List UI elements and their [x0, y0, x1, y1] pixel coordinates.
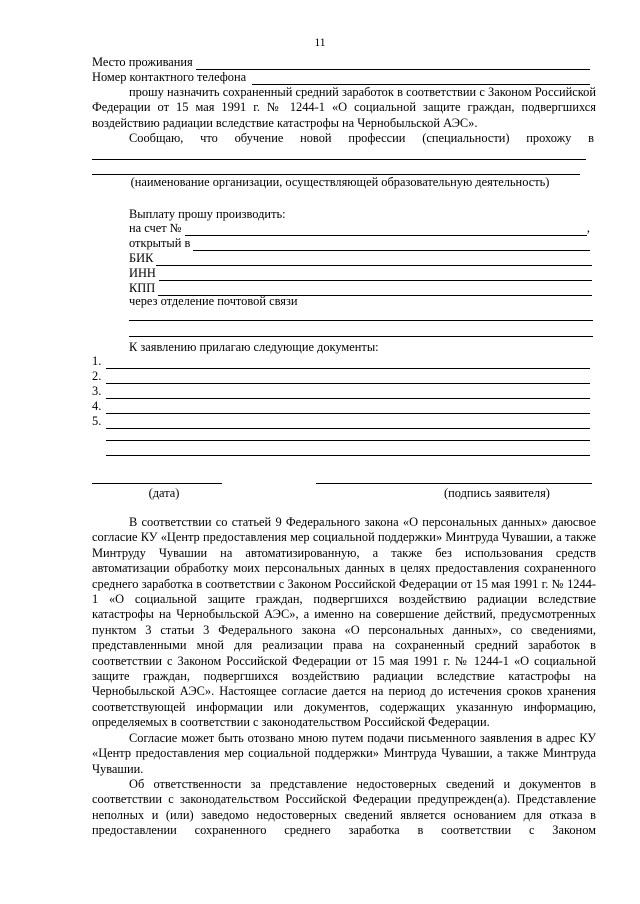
training-paragraph: Сообщаю, что обучение новой профессии (специальности) прохожу в — [129, 131, 594, 145]
kpp-label: КПП — [129, 280, 156, 295]
attachment-number: 3. — [92, 383, 102, 398]
phone-label: Номер контактного телефона — [92, 69, 247, 84]
post-office-line-1[interactable] — [129, 320, 593, 321]
attachment-input-line[interactable] — [106, 416, 590, 429]
bik-label: БИК — [129, 250, 154, 265]
attachments-intro: К заявлению прилагаю следующие документы: — [129, 340, 379, 354]
organization-line-1[interactable] — [92, 159, 586, 160]
account-field-row — [129, 220, 590, 236]
attachment-row-1 — [92, 353, 590, 369]
attachment-row-3 — [92, 383, 590, 399]
page-number: 11 — [314, 37, 326, 49]
attachment-row-4 — [92, 398, 590, 414]
request-paragraph: прошу назначить сохраненный средний заработок в соответствии с Законом Российской Федерации от 15 мая 1991 г. № 1244-1 «О социальной защите граждан, подвергшихся воздействию радиации вследствие катастрофы на Чернобыльской АЭС». — [92, 85, 596, 130]
request-paragraph-block — [92, 85, 596, 131]
post-office-label: через отделение почтовой связи — [129, 294, 298, 308]
signature-line[interactable] — [316, 483, 592, 484]
date-line[interactable] — [92, 483, 222, 484]
training-paragraph-block — [92, 131, 594, 146]
inn-label: ИНН — [129, 265, 156, 280]
signature-caption: (подпись заявителя) — [444, 486, 550, 500]
attachment-extra-line-1[interactable] — [106, 440, 590, 441]
opened-at-label: открытый в — [129, 235, 191, 250]
attachment-row-5 — [92, 413, 590, 429]
organization-caption: (наименование организации, осуществляющей образовательную деятельность) — [130, 175, 550, 189]
phone-input-line[interactable] — [252, 72, 590, 85]
inn-field-row — [129, 265, 592, 281]
account-suffix: , — [586, 220, 590, 235]
payment-intro: Выплату прошу производить: — [129, 207, 286, 221]
consent-text-block — [92, 515, 596, 839]
attachment-extra-line-2[interactable] — [106, 455, 590, 456]
attachment-number: 5. — [92, 413, 102, 428]
attachment-number: 1. — [92, 353, 102, 368]
liability-paragraph: Об ответственности за представление недостоверных сведений и документов в соответствии с законодательством Российской Федерации предупрежден(а). Представление неполных и (или) заведомо недостоверных сведений является основанием для отказа в предоставлении сохраненного среднего заработка в соответствии с Законом — [92, 776, 596, 838]
attachment-number: 4. — [92, 398, 102, 413]
attachment-row-2 — [92, 368, 590, 384]
date-caption: (дата) — [148, 486, 180, 500]
post-office-line-2[interactable] — [129, 336, 593, 337]
phone-field-row — [92, 69, 590, 85]
residence-field-row — [92, 54, 590, 70]
account-label: на счет № — [129, 220, 182, 235]
attachment-number: 2. — [92, 368, 102, 383]
withdraw-paragraph: Согласие может быть отозвано мною путем подачи письменного заявления в адрес КУ «Центр предоставления мер социальной поддержки» Минтруда Чувашии, а также Минтруда Чувашии. — [92, 730, 596, 776]
consent-paragraph: В соответствии со статьей 9 Федерального закона «О персональных данных» даюсвое согласие КУ «Центр предоставления мер социальной поддержки» Минтруда Чувашии, а также Минтруду Чувашии на автоматизированную, а также без использования средств автоматизации обработку моих персональных данных в целях предоставления сохраненного среднего заработка в соответствии с Законом Российской Федерации от 15 мая 1991 г. № 1244-1 «О социальной защите граждан, подвергшихся воздействию радиации вследствие катастрофы на Чернобыльской АЭС», а именно на совершение действий, предусмотренных пунктом 3 статьи 3 Федерального закона «О персональных данных», со сведениями, представленными мной для реализации права на сохраненный средний заработок в соответствии с Законом Российской Федерации от 15 мая 1991 г. № 1244-1 «О социальной защите граждан, подвергшихся воздействию радиации вследствие катастрофы на Чернобыльской АЭС». Настоящее согласие дается на период до истечения сроков хранения соответствующей информации или документов, содержащих указанную информацию, определяемых в соответствии с законодательством Российской Федерации. — [92, 515, 596, 730]
bik-field-row — [129, 250, 592, 266]
opened-at-field-row — [129, 235, 590, 251]
residence-label: Место проживания — [92, 54, 193, 69]
